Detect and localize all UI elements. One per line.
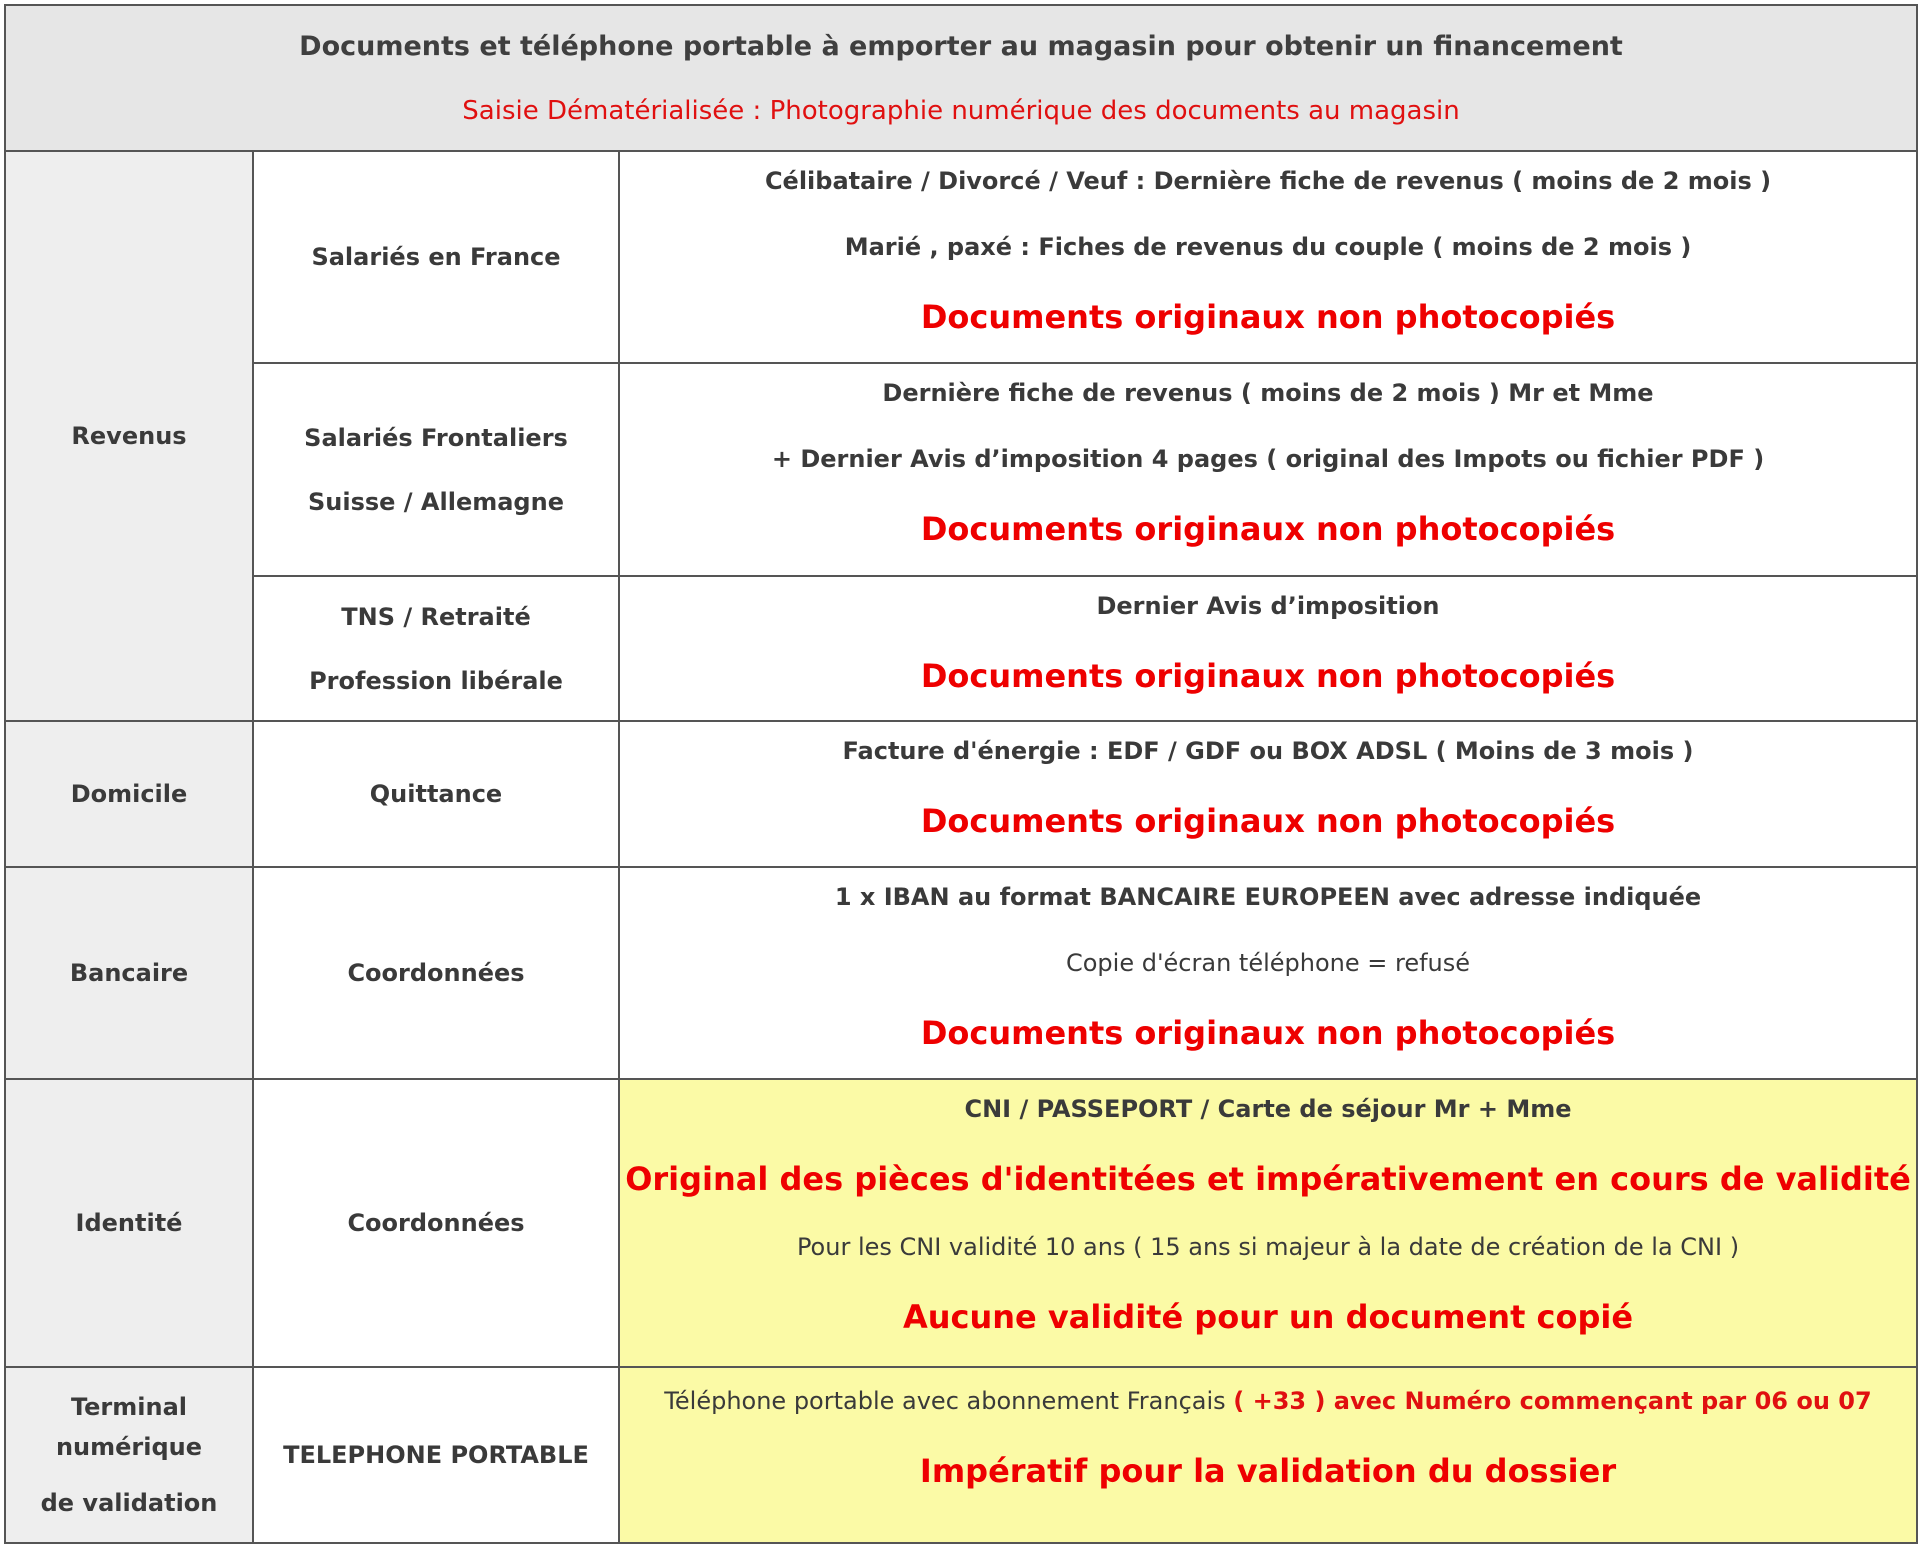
- requirements-bancaire: [619, 867, 1917, 1079]
- identity-validity-notice: Original des pièces d'identitées et impérativement en cours de validité: [625, 1160, 1911, 1198]
- copy-invalid-notice: Aucune validité pour un document copié: [902, 1298, 1634, 1336]
- subcategory-frontaliers: [253, 363, 619, 576]
- requirement-line: + Dernier Avis d’imposition 4 pages ( original des Impots ou fichier PDF ): [771, 445, 1765, 473]
- requirement-line: Dernier Avis d’imposition: [1096, 592, 1440, 620]
- subcategory-coordonnees-bancaire: Coordonnées: [253, 867, 619, 1079]
- category-bancaire: Bancaire: [5, 867, 253, 1079]
- table-row: [5, 151, 1917, 363]
- requirements-identite: [619, 1079, 1917, 1367]
- category-label: Terminal: [70, 1393, 188, 1421]
- subcategory-label: Suisse / Allemagne: [308, 487, 564, 516]
- subcategory-quittance: Quittance: [253, 721, 619, 867]
- requirement-line: Copie d'écran téléphone = refusé: [1065, 949, 1471, 977]
- subcategory-label: Profession libérale: [309, 666, 563, 695]
- phone-number-requirement: ( +33 ) avec Numéro commençant par 06 ou 07: [1233, 1387, 1872, 1415]
- requirement-line: Facture d'énergie : EDF / GDF ou BOX ADSL ( Moins de 3 mois ): [842, 737, 1694, 765]
- requirements-tns-retraite: [619, 576, 1917, 721]
- subcategory-label: TNS / Retraité: [341, 602, 531, 631]
- category-terminal: [5, 1367, 253, 1543]
- page-subtitle: Saisie Dématérialisée : Photographie numérique des documents au magasin: [462, 95, 1460, 126]
- requirement-line: Célibataire / Divorcé / Veuf : Dernière fiche de revenus ( moins de 2 mois ): [764, 167, 1772, 195]
- originals-notice: Documents originaux non photocopiés: [920, 1014, 1616, 1052]
- originals-notice: Documents originaux non photocopiés: [920, 510, 1616, 548]
- category-label: de validation: [40, 1489, 218, 1517]
- subcategory-telephone-portable: TELEPHONE PORTABLE: [253, 1367, 619, 1543]
- category-identite: Identité: [5, 1079, 253, 1367]
- originals-notice: Documents originaux non photocopiés: [920, 802, 1616, 840]
- table-row: [5, 576, 1917, 721]
- requirement-line: Dernière fiche de revenus ( moins de 2 mois ) Mr et Mme: [882, 379, 1654, 407]
- subcategory-tns-retraite: [253, 576, 619, 721]
- financing-documents-table-frame: [4, 4, 1916, 1543]
- table-row: [5, 867, 1917, 1079]
- table-row: [5, 721, 1917, 867]
- subcategory-salaries-france: Salariés en France: [253, 151, 619, 363]
- category-domicile: Domicile: [5, 721, 253, 867]
- requirement-line: [620, 1386, 1916, 1416]
- requirements-terminal: [619, 1367, 1917, 1543]
- originals-notice: Documents originaux non photocopiés: [920, 298, 1616, 336]
- requirement-line: Marié , paxé : Fiches de revenus du couple ( moins de 2 mois ): [844, 233, 1692, 261]
- originals-notice: Documents originaux non photocopiés: [920, 657, 1616, 695]
- requirement-line: Pour les CNI validité 10 ans ( 15 ans si majeur à la date de création de la CNI ): [796, 1233, 1740, 1261]
- validation-notice: Impératif pour la validation du dossier: [919, 1452, 1617, 1490]
- table-row: [5, 363, 1917, 576]
- requirements-domicile: [619, 721, 1917, 867]
- category-label: numérique: [55, 1433, 203, 1461]
- requirements-salaries-france: [619, 151, 1917, 363]
- table-row: [5, 1079, 1917, 1367]
- category-revenus: Revenus: [5, 151, 253, 721]
- table-header-row: [5, 5, 1917, 151]
- phone-requirement-text: Téléphone portable avec abonnement Français: [664, 1387, 1234, 1415]
- table-header-cell: [5, 5, 1917, 151]
- subcategory-label: Salariés Frontaliers: [304, 423, 568, 452]
- requirement-line: CNI / PASSEPORT / Carte de séjour Mr + Mme: [964, 1095, 1572, 1123]
- requirements-frontaliers: [619, 363, 1917, 576]
- table-row: [5, 1367, 1917, 1543]
- page-title: Documents et téléphone portable à emporter au magasin pour obtenir un financement: [299, 30, 1623, 62]
- requirement-line: 1 x IBAN au format BANCAIRE EUROPEEN avec adresse indiquée: [834, 883, 1702, 911]
- subcategory-coordonnees-identite: Coordonnées: [253, 1079, 619, 1367]
- documents-table: [4, 4, 1918, 1544]
